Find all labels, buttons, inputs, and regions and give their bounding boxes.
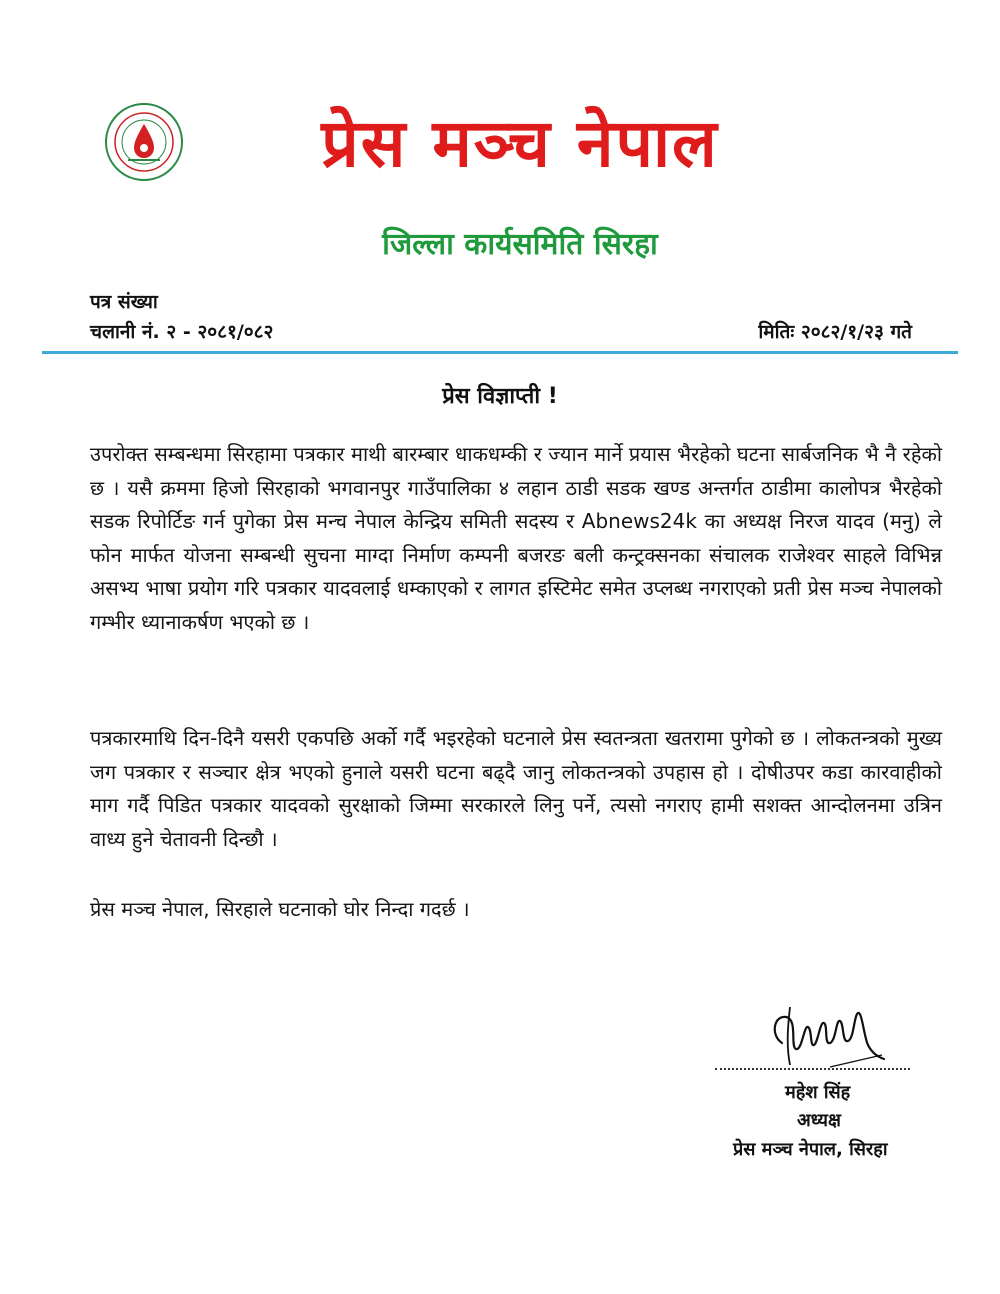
handwritten-signature <box>760 985 890 1075</box>
body-paragraph-1: उपरोक्त सम्बन्धमा सिरहामा पत्रकार माथी बारम्बार धाकधम्की र ज्यान मार्ने प्रयास भैरहेको घटना सार्बजनिक भै नै रहेको छ । यसै क्रममा हिजो सिरहाको भगवानपुर गाउँपालिका ४ लहान ठाडी सडक खण्ड अन्तर्गत ठाडीमा कालोपत्र भैरहेको सडक रिपोर्टिङ गर्न पुगेका प्रेस मन्च नेपाल केन्द्रिय समिती सदस्य र Abnews24k का अध्यक्ष निरज यादव (मनु) ले फोन मार्फत योजना सम्बन्धी सुचना माग्दा निर्माण कम्पनी बजरङ बली कन्ट्रक्सनका संचालक राजेश्वर साहले विभिन्न असभ्य भाषा प्रयोग गरि पत्रकार यादवलाई धम्काएको र लागत इस्टिमेट समेत उप्लब्ध नगराएको प्रती प्रेस मञ्च नेपालको गम्भीर ध्यानाकर्षण भएको छ । <box>90 442 942 634</box>
signatory-organization: प्रेस मञ्च नेपाल, सिरहा <box>733 1139 888 1160</box>
header-divider <box>42 351 958 354</box>
letter-date: मितिः २०८२/१/२३ गते <box>758 321 912 343</box>
signature-block <box>715 985 955 1165</box>
signatory-role: अध्यक्ष <box>797 1110 841 1131</box>
body-paragraph-3: प्रेस मञ्च नेपाल, सिरहाले घटनाको घोर निन्दा गदर्छ । <box>90 897 470 921</box>
dispatch-number: चलानी नं. २ - २०८१/०८२ <box>90 321 274 343</box>
signatory-name: महेश सिंह <box>785 1082 851 1103</box>
letter-number-label: पत्र संख्या <box>90 291 158 313</box>
signature-line <box>715 1068 910 1070</box>
document-title: प्रेस विज्ञाप्ती ! <box>442 384 558 409</box>
body-paragraph-2: पत्रकारमाथि दिन-दिनै यसरी एकपछि अर्को गर्दै भइरहेको घटनाले प्रेस स्वतन्त्रता खतरामा पुगेको छ । लोकतन्त्रको मुख्य जग पत्रकार र सञ्चार क्षेत्र भएको हुनाले यसरी घटना बढ्दै जानु लोकतन्त्रको उपहास हो । दोषीउपर कडा कारवाहीको माग गर्दै पिडित पत्रकार यादवको सुरक्षाको जिम्मा सरकारले लिनु पर्ने, त्यसो नगराए हामी सशक्त आन्दोलनमा उत्रिन वाध्य हुने चेतावनी दिन्छौ । <box>90 726 942 851</box>
organization-name: प्रेस मञ्च नेपाल <box>321 105 719 182</box>
district-committee-title: जिल्ला कार्यसमिति सिरहा <box>382 227 658 262</box>
